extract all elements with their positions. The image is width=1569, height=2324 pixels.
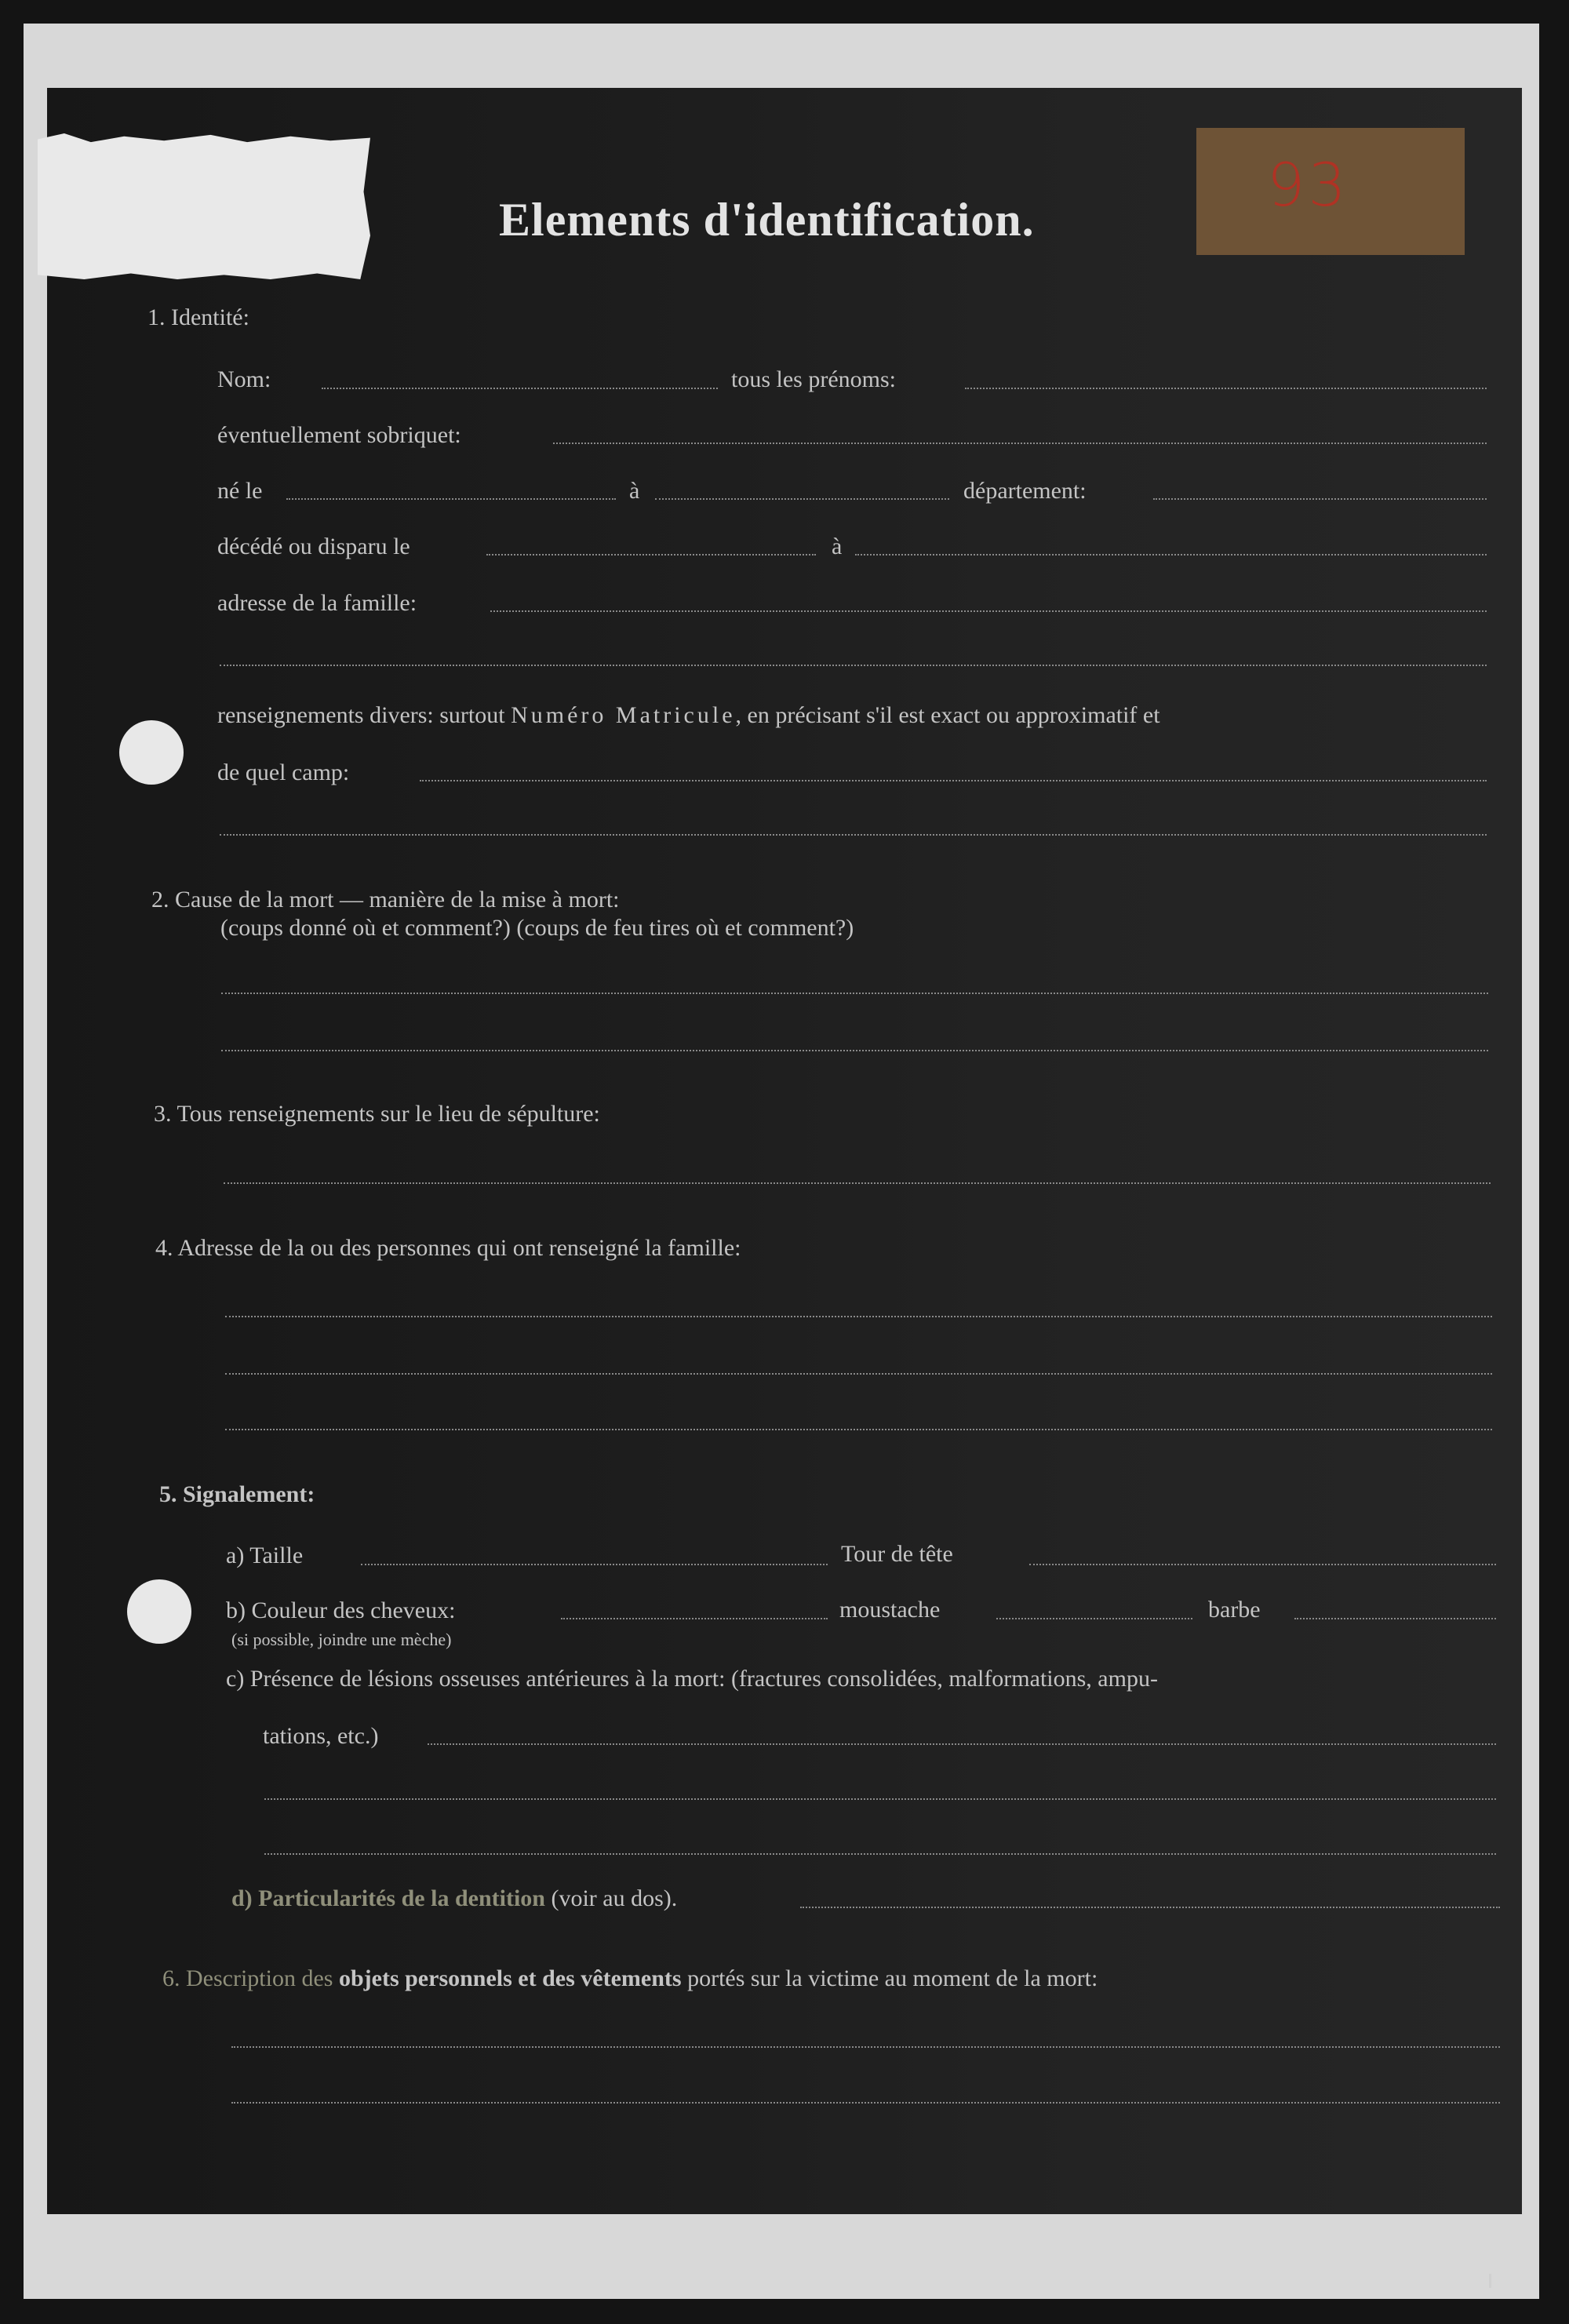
field-date-deces[interactable]: [486, 554, 816, 556]
field-dentition[interactable]: [800, 1907, 1500, 1908]
dentition-post: (voir au dos).: [551, 1885, 678, 1911]
label-dentition: [231, 1885, 677, 1912]
label-lesions-cont: tations, etc.): [263, 1723, 379, 1749]
label-departement: département:: [963, 478, 1087, 504]
field-lesions-line3[interactable]: [264, 1853, 1496, 1855]
renseignements-post: , en précisant s'il est exact ou approximatif et: [735, 702, 1160, 728]
label-nom: Nom:: [217, 366, 271, 392]
section-2-subtitle: (coups donné où et comment?) (coups de feu tires où et comment?): [220, 915, 854, 941]
field-adresse-personnes-line1[interactable]: [225, 1316, 1492, 1317]
scan-edge-mark: [1489, 2274, 1491, 2288]
torn-label-patch: [38, 133, 370, 279]
label-barbe: barbe: [1208, 1597, 1261, 1623]
section-6-num: 6.: [162, 1965, 180, 1991]
punch-hole-top: [119, 720, 184, 785]
field-couleur-cheveux[interactable]: [561, 1618, 828, 1619]
field-tour-de-tete[interactable]: [1029, 1564, 1496, 1565]
dentition-pre: d) Particularités de la dentition: [231, 1885, 545, 1911]
label-couleur-cheveux: b) Couleur des cheveux:: [226, 1597, 456, 1623]
section-6-part1: Description des: [186, 1965, 333, 1991]
field-cause-line2[interactable]: [221, 1050, 1488, 1051]
field-adresse-famille-line2[interactable]: [220, 665, 1487, 666]
form-title: Elements d'identification.: [499, 194, 1035, 246]
field-sobriquet[interactable]: [553, 443, 1487, 444]
section-2-heading: 2. Cause de la mort — manière de la mise à mort:: [151, 887, 620, 912]
section-5-heading: 5. Signalement:: [159, 1481, 315, 1507]
label-a-deces: à: [832, 534, 843, 559]
field-adresse-personnes-line3[interactable]: [225, 1429, 1492, 1430]
field-departement[interactable]: [1153, 498, 1487, 500]
renseignements-pre: renseignements divers: surtout: [217, 702, 505, 728]
field-prenoms[interactable]: [965, 388, 1487, 389]
field-lieu-naissance[interactable]: [655, 498, 949, 500]
label-lesions: c) Présence de lésions osseuses antérieures à la mort: (fractures consolidées, malformations, ampu-: [226, 1666, 1158, 1692]
punch-hole-bottom: [127, 1579, 191, 1644]
label-sobriquet: éventuellement sobriquet:: [217, 422, 461, 448]
label-ne-le: né le: [217, 478, 263, 504]
field-taille[interactable]: [361, 1564, 828, 1565]
field-ne-le[interactable]: [286, 498, 616, 500]
stamp-number: 93: [1267, 150, 1349, 220]
field-objets-line2[interactable]: [231, 2102, 1500, 2104]
numero-matricule: Numéro Matricule: [511, 702, 736, 728]
field-lieu-deces[interactable]: [855, 554, 1487, 556]
field-lesions-line1[interactable]: [428, 1743, 1496, 1745]
section-6-part2: objets personnels et des vêtements: [338, 1965, 682, 1991]
section-4-heading: 4. Adresse de la ou des personnes qui ont renseigné la famille:: [155, 1235, 741, 1261]
field-camp[interactable]: [420, 780, 1487, 781]
section-1-heading: 1. Identité:: [147, 304, 249, 330]
label-tour-de-tete: Tour de tête: [841, 1541, 953, 1567]
field-adresse-personnes-line2[interactable]: [225, 1373, 1492, 1375]
field-lesions-line2[interactable]: [264, 1798, 1496, 1800]
section-3-heading: 3. Tous renseignements sur le lieu de sépulture:: [154, 1101, 600, 1127]
label-adresse-famille: adresse de la famille:: [217, 590, 417, 616]
field-adresse-famille[interactable]: [490, 610, 1487, 612]
section-6-part3: portés sur la victime au moment de la mort:: [687, 1965, 1098, 1991]
field-objets-line1[interactable]: [231, 2046, 1500, 2048]
section-6-heading: [162, 1965, 1098, 1992]
field-cause-line1[interactable]: [221, 993, 1488, 994]
field-barbe[interactable]: [1294, 1618, 1496, 1619]
label-taille: a) Taille: [226, 1543, 304, 1568]
label-renseignements: [217, 702, 1160, 729]
archive-number-stamp: [1196, 128, 1465, 255]
label-decede: décédé ou disparu le: [217, 534, 410, 559]
field-sepulture[interactable]: [224, 1182, 1491, 1184]
field-moustache[interactable]: [996, 1618, 1192, 1619]
field-nom[interactable]: [322, 388, 718, 389]
label-moustache: moustache: [839, 1597, 941, 1623]
label-prenoms: tous les prénoms:: [731, 366, 896, 392]
label-camp: de quel camp:: [217, 759, 350, 785]
label-meche: (si possible, joindre une mèche): [231, 1630, 452, 1649]
label-a-naissance: à: [629, 478, 640, 504]
field-renseignements-line2[interactable]: [220, 834, 1487, 836]
